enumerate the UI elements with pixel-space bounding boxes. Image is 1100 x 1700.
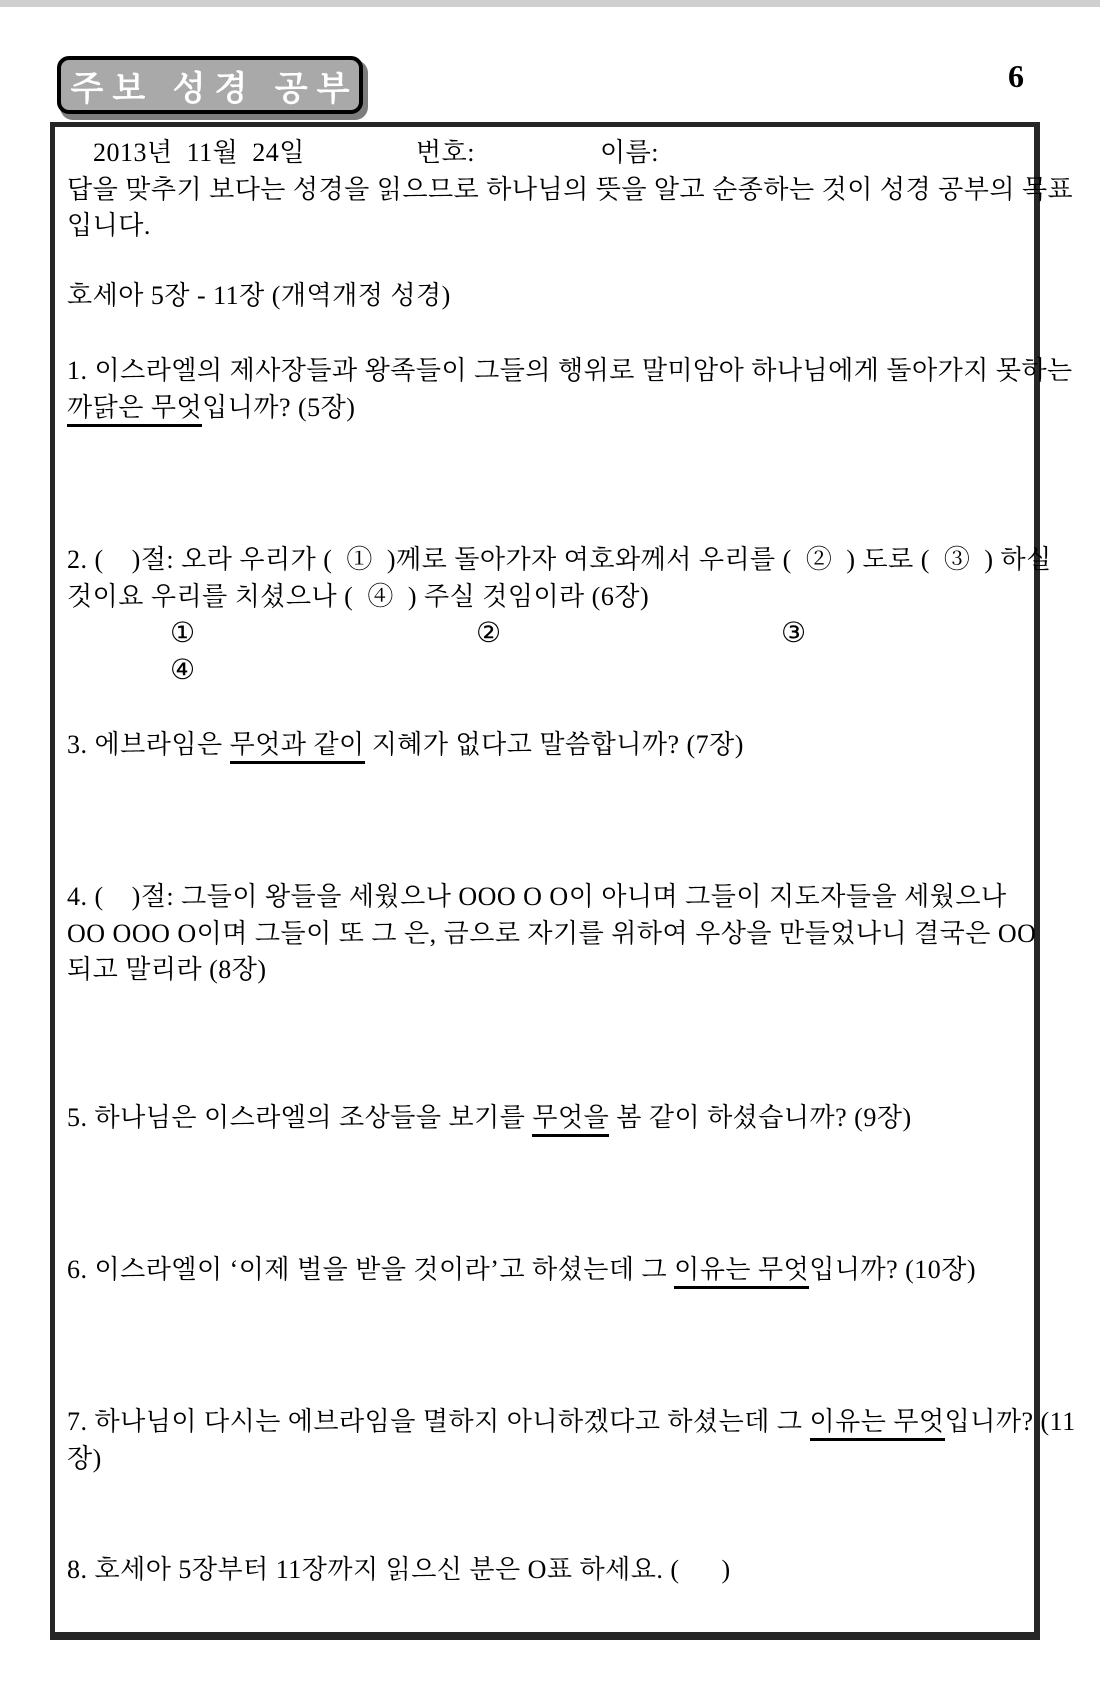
question-4-line-1: 4. ( )절: 그들이 왕들을 세웠으나 OOO O O이 아니며 그들이 지도자들을 세웠으나: [67, 882, 1007, 911]
question-7-post: 입니까? (11: [944, 1407, 1076, 1436]
question-3-pre: 3. 에브라임은: [67, 730, 230, 759]
question-7-line-2: 장): [67, 1444, 102, 1473]
answer-marker-3: ③: [781, 618, 807, 649]
worksheet-content: [55, 127, 1076, 1632]
question-5-underlined: 무엇을: [532, 1103, 609, 1137]
question-2-line-2: 것이요 우리를 치셨으나 ( ④ ) 주실 것임이라 (6장): [67, 582, 650, 611]
question-6-post: 입니까? (10장): [809, 1255, 977, 1284]
passage-heading: 호세아 5장 - 11장 (개역개정 성경): [67, 281, 451, 310]
question-8-line: 8. 호세아 5장부터 11장까지 읽으신 분은 O표 하세요. ( ): [67, 1555, 731, 1584]
question-1-line-2: [67, 391, 1027, 425]
intro-line-2: 입니다.: [67, 211, 151, 240]
question-2-line-1: 2. ( )절: 오라 우리가 ( ① )께로 돌아가자 여호와께서 우리를 ( ② ) 도로 ( ③ ) 하실: [67, 545, 1052, 574]
question-5-line: [67, 1101, 1027, 1135]
name-label: 이름:: [600, 138, 659, 167]
answer-marker-2: ②: [476, 618, 502, 649]
title-badge: [57, 56, 363, 114]
question-1-line-2-rest: 입니까? (5장): [202, 393, 356, 422]
date-text: 2013년 11월 24일: [93, 138, 305, 167]
question-6-pre: 6. 이스라엘이 ‘이제 벌을 받을 것이라’고 하셨는데 그: [67, 1255, 675, 1284]
scan-edge-strip: [0, 0, 1100, 7]
number-label: 번호:: [416, 138, 475, 167]
worksheet-box: [50, 122, 1076, 1640]
question-7-line-1: [67, 1405, 1076, 1439]
question-3-post: 지혜가 없다고 말씀합니까? (7장): [364, 730, 744, 759]
question-4-line-2: OO OOO O이며 그들이 또 그 은, 금으로 자기를 위하여 우상을 만들었나니 결국은 OO: [67, 919, 1037, 948]
question-4-line-3: 되고 말리라 (8장): [67, 955, 267, 984]
question-5-post: 봄 같이 하셨습니까? (9장): [609, 1103, 912, 1132]
question-3-line: [67, 728, 1027, 762]
answer-marker-4: ④: [170, 655, 196, 686]
page-number: 6: [1008, 58, 1024, 94]
intro-line-1: 답을 맞추기 보다는 성경을 읽으므로 하나님의 뜻을 알고 순종하는 것이 성경 공부의 목표: [67, 175, 1074, 204]
question-5-pre: 5. 하나님은 이스라엘의 조상들을 보기를: [67, 1103, 533, 1132]
question-6-underlined: 이유는 무엇: [674, 1255, 809, 1289]
question-7-underlined: 이유는 무엇: [810, 1407, 945, 1441]
question-7-pre: 7. 하나님이 다시는 에브라임을 멸하지 아니하겠다고 하셨는데 그: [67, 1407, 810, 1436]
question-1-underlined: 까닭은 무엇: [67, 393, 202, 427]
answer-marker-1: ①: [170, 618, 196, 649]
question-1-line-1: 1. 이스라엘의 제사장들과 왕족들이 그들의 행위로 말미암아 하나님에게 돌아가지 못하는: [67, 356, 1073, 385]
question-6-line: [67, 1253, 1027, 1287]
question-3-underlined: 무엇과 같이: [230, 730, 365, 764]
title-badge-label: 주보 성경 공부: [70, 69, 359, 108]
